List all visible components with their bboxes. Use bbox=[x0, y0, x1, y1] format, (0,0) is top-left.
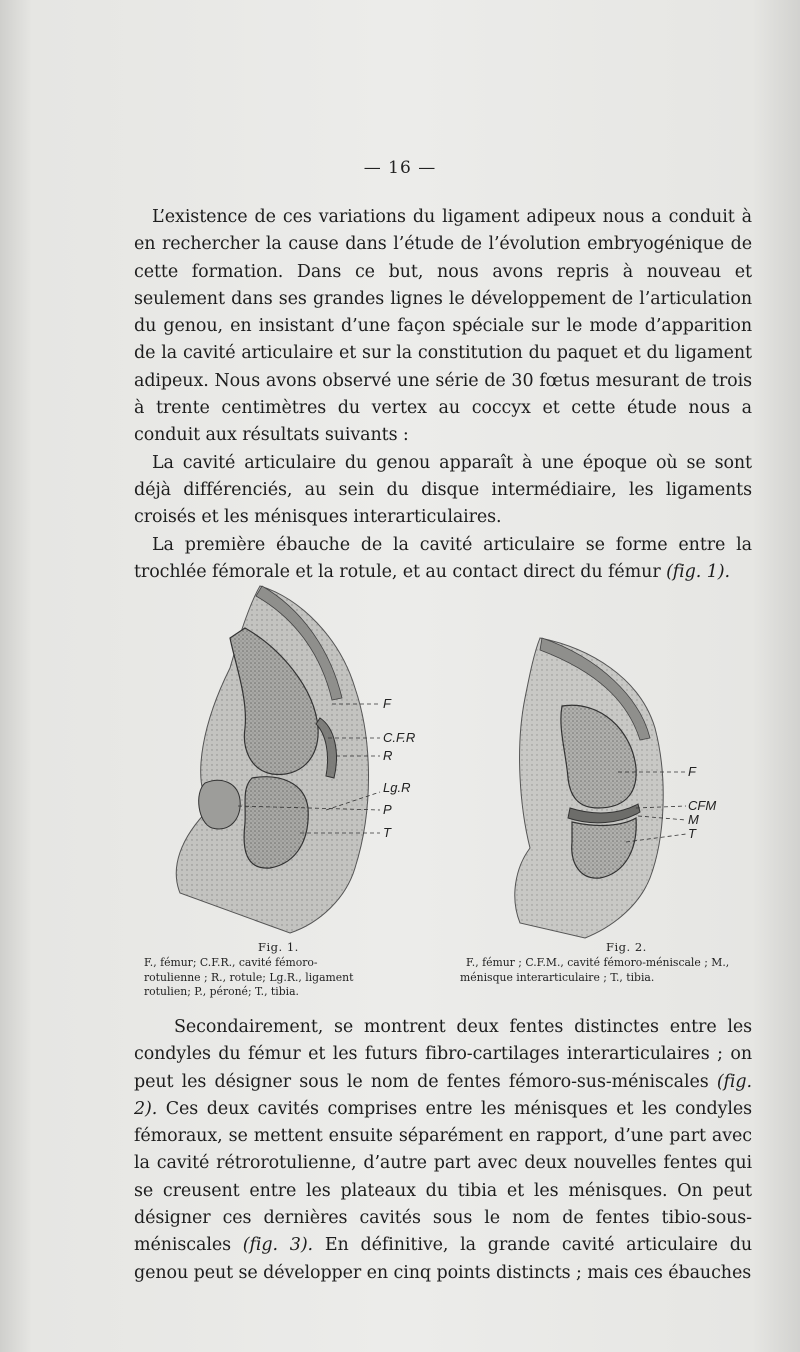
paragraph-4 bbox=[134, 1014, 752, 1287]
paragraph-4-part-1: Secondairement, se montrent deux fentes distinctes entre les condyles du fémur et les futurs fibro-cartilages interarticulaires ; on peut les désigner sous le nom de fentes fémoro-sus-méniscales bbox=[134, 1017, 752, 1092]
figure-2-illustration bbox=[500, 628, 750, 948]
fig2-marker-cfm: CFM bbox=[688, 798, 717, 813]
fig-2-reference: (fig. 2). bbox=[134, 1071, 752, 1119]
figures-area bbox=[130, 578, 770, 1008]
fig2-marker-f: F bbox=[688, 764, 696, 779]
fig1-marker-f: F bbox=[383, 696, 391, 711]
fig2-marker-m: M bbox=[688, 812, 699, 827]
fig1-marker-p: P bbox=[383, 802, 392, 817]
figure-1-illustration bbox=[150, 578, 450, 938]
fig1-marker-lgr: Lg.R bbox=[383, 780, 411, 795]
fig-3-reference: (fig. 3). bbox=[242, 1235, 314, 1256]
figure-1-legend: F., fémur; C.F.R., cavité fémoro-rotulienne ; R., rotule; Lg.R., ligament rotulien; P., péroné; T., tibia. bbox=[144, 956, 354, 999]
figure-2-label: Fig. 2. bbox=[606, 940, 647, 954]
paragraph-4-part-3: En définitive, la grande cavité articulaire du genou peut se développer en cinq points distincts ; mais ces ébauches bbox=[134, 1235, 753, 1283]
fig1-marker-t: T bbox=[383, 825, 391, 840]
fig1-perone bbox=[199, 780, 241, 829]
body-text-top bbox=[134, 204, 752, 586]
fig1-marker-r: R bbox=[383, 748, 393, 763]
fig2-marker-t: T bbox=[688, 826, 696, 841]
figure-2-legend: F., fémur ; C.F.M., cavité fémoro-méniscale ; M., ménisque interarticulaire ; T., tibia. bbox=[460, 956, 730, 984]
body-text-bottom bbox=[134, 1014, 752, 1287]
figure-1-label: Fig. 1. bbox=[258, 940, 299, 954]
fig1-marker-cfr: C.F.R bbox=[383, 730, 416, 745]
fig-1-reference: (fig. 1). bbox=[666, 561, 730, 582]
paragraph-4-part-2: Ces deux cavités comprises entre les ménisques et les condyles fémoraux, se mettent ensuite séparément en rapport, d’une part avec la cavité rétrorotulienne, d’autre part avec deux nouvelles fentes qui se creusent entre les plateaux du tibia et les ménisques. On peut désigner ces dernières cavités sous le nom de fentes tibio-sous-méniscales bbox=[134, 1098, 752, 1256]
page-number: — 16 — bbox=[363, 158, 437, 178]
paragraph-2: La cavité articulaire du genou apparaît à une époque où se sont déjà différenciés, au sein du disque intermédiaire, les ligaments croisés et les ménisques interarticulaires. bbox=[134, 452, 752, 528]
paragraph-1: L’existence de ces variations du ligament adipeux nous a conduit à en rechercher la cause dans l’étude de l’évolution embryogénique de cette formation. Dans ce but, nous avons repris à nouveau et seulement dans ses grandes lignes le développement de l’articulation du genou, en insistant d’une façon spéciale sur le mode d’apparition de la cavité articulaire et sur la constitution du paquet et du ligament adipeux. Nous avons observé une série de 30 fœtus mesurant de trois à trente centimètres du vertex au coccyx et cette étude nous a conduit aux résultats suivants : bbox=[134, 207, 752, 446]
paragraph-3-text: La première ébauche de la cavité articulaire se forme entre la trochlée fémorale et la rotule, et au contact direct du fémur bbox=[134, 534, 752, 582]
